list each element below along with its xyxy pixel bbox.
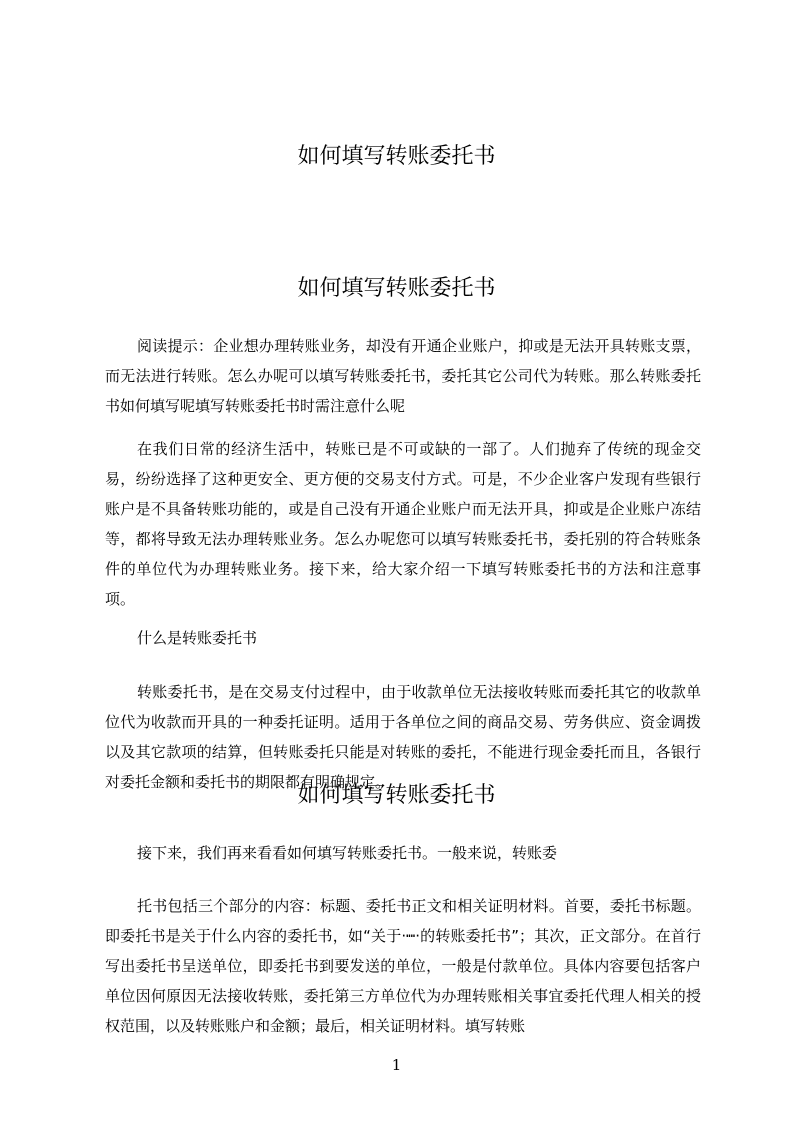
section-title: 如何填写转账委托书 <box>297 276 496 301</box>
page-number: 1 <box>391 1056 402 1074</box>
section-title-repeat: 如何填写转账委托书 <box>297 783 496 808</box>
document-title: 如何填写转账委托书 <box>297 144 496 169</box>
paragraph-intro: 在我们日常的经济生活中，转账已是不可或缺的一部了。人们抛弃了传统的现金交易，纷纷选择了这种更安全、更方便的交易支付方式。可是，不少企业客户发现有些银行账户是不具备转账功能的，或是自己没有开通企业账户而无法开具，抑或是企业账户冻结等，都将导致无法办理转账业务。怎么办呢您可以填写转账委托书，委托别的符合转账条件的单位代为办理转账业务。接下来，给大家介绍一下填写转账委托书的方法和注意事项。 <box>105 440 701 608</box>
paragraph-contents: 托书包括三个部分的内容：标题、委托书正文和相关证明材料。首要，委托书标题。即委托书是关于什么内容的委托书，如“关于·┉·的转账委托书”；其次，正文部分。在首行写出委托书呈送单位，即委托书到要发送的单位，一般是付款单位。具体内容要包括客户单位因何原因无法接收转账，委托第三方单位代为办理转账相关事宜委托代理人相关的授权范围，以及转账账户和金额；最后，相关证明材料。填写转账 <box>105 897 701 1035</box>
subheading-what-is: 什么是转账委托书 <box>137 629 258 647</box>
paragraph-next: 接下来，我们再来看看如何填写转账委托书。一般来说，转账委 <box>137 844 558 862</box>
paragraph-definition: 转账委托书，是在交易支付过程中，由于收款单位无法接收转账而委托其它的收款单位代为收款而开具的一种委托证明。适用于各单位之间的商品交易、劳务供应、资金调拨以及其它款项的结算，但转账委托只能是对转账的委托，不能进行现金委托而且，各银行对委托金额和委托书的期限都有明确规定。 <box>105 683 701 791</box>
paragraph-reading-tip: 阅读提示：企业想办理转账业务，却没有开通企业账户，抑或是无法开具转账支票，而无法进行转账。怎么办呢可以填写转账委托书，委托其它公司代为转账。那么转账委托书如何填写呢填写转账委托书时需注意什么呢 <box>105 337 701 415</box>
